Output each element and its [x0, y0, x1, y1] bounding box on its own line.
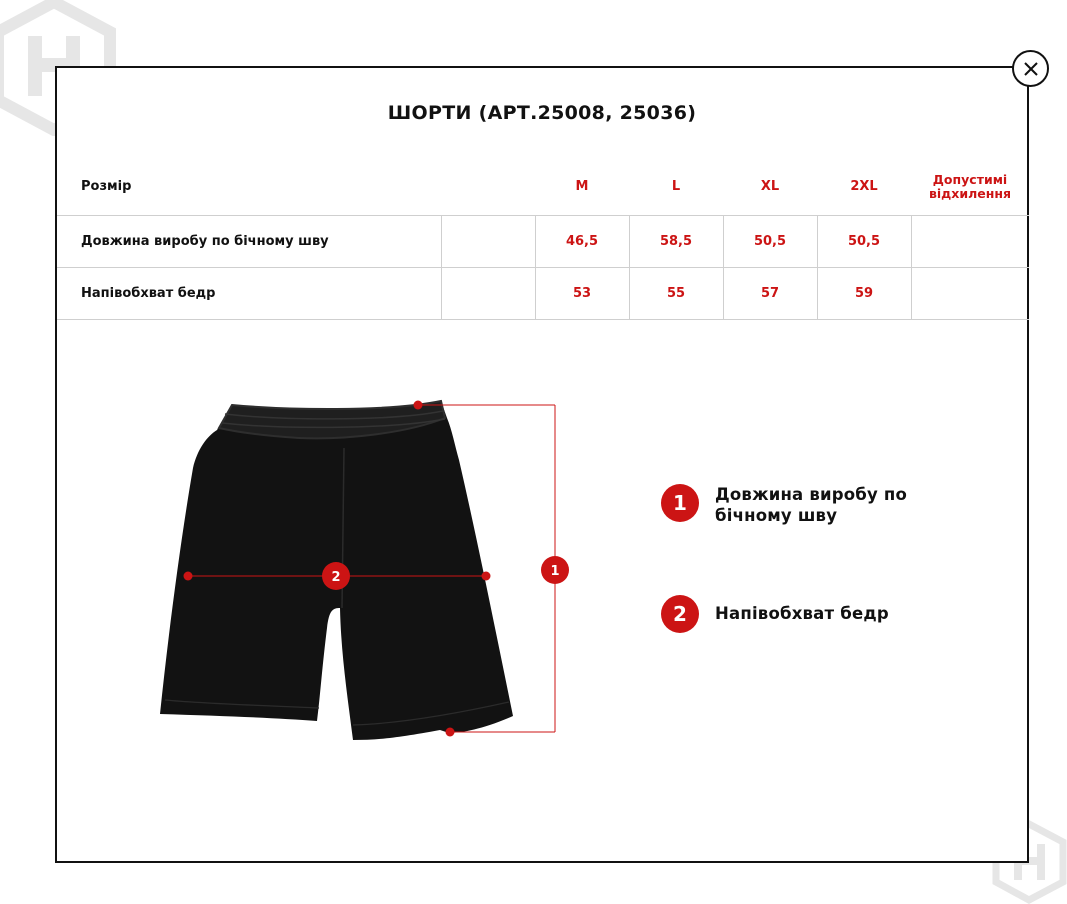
close-icon — [1023, 61, 1039, 77]
table-cell: 53 — [535, 268, 629, 320]
size-header-2xl: 2XL — [850, 179, 878, 194]
size-column-header: Розмір — [81, 179, 132, 194]
size-chart-modal — [55, 66, 1029, 863]
table-cell: 58,5 — [629, 216, 723, 268]
shorts-measurement-diagram — [57, 68, 1029, 863]
length-marker-label: 1 — [550, 564, 560, 579]
tolerance-header: Допустимі відхилення — [928, 171, 1012, 201]
size-header-l: L — [671, 179, 681, 194]
table-cell: 50,5 — [723, 216, 817, 268]
hip-marker-label: 2 — [331, 570, 341, 585]
legend-label: Напівобхват бедр — [715, 604, 889, 623]
table-cell: 50,5 — [817, 216, 911, 268]
table-cell: 46,5 — [535, 216, 629, 268]
row-label: Напівобхват бедр — [57, 268, 441, 320]
legend-label: Довжина виробу по бічному шву — [715, 485, 908, 525]
legend-item-length — [661, 484, 915, 526]
table-cell: 57 — [723, 268, 817, 320]
legend-number-badge: 2 — [661, 595, 699, 633]
close-button[interactable] — [1012, 50, 1049, 87]
size-header-m: M — [575, 179, 589, 194]
table-cell: 59 — [817, 268, 911, 320]
modal-title: ШОРТИ (АРТ.25008, 25036) — [387, 102, 697, 124]
row-label: Довжина виробу по бічному шву — [57, 216, 441, 268]
size-header-xl: XL — [760, 179, 780, 194]
legend-item-hip — [661, 595, 915, 633]
table-cell: 55 — [629, 268, 723, 320]
legend-number-badge: 1 — [661, 484, 699, 522]
